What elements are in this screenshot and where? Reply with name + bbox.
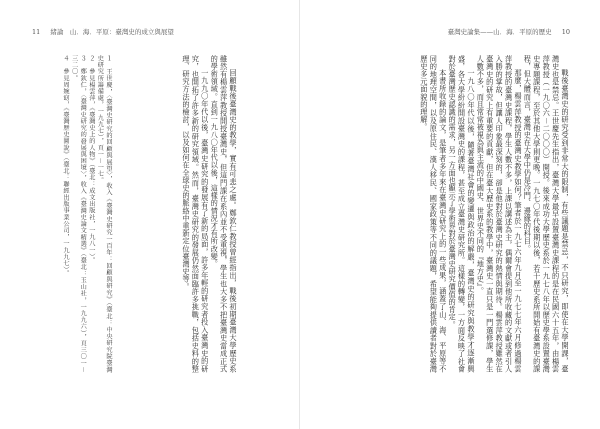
left-page-footnotes (34, 55, 112, 373)
footnote: ３ 鄭欽仁，〈臺灣史研究的發展與困境〉，收入《臺灣史論文精選》（臺北：玉山社，一九九六），頁三〇一－三二〇。 (70, 55, 87, 373)
left-page-header (32, 27, 174, 36)
left-page-number: 11 (32, 28, 41, 36)
right-page-number: 10 (561, 28, 570, 36)
body-paragraph: 本書所收錄的論文，是筆者多年來在臺灣史研究上的一些成果，涵蓋了山、海、平原等不同的地理空間，以及原住民、漢人移民、國家政策等不同的議題，希望能夠提供讀者對於臺灣歷史多元面貌的理解。 (419, 55, 448, 373)
footnote: ４ 參見周婉窈，《臺灣歷史圖說》（臺北：聯經出版事業公司，一九九七）。 (62, 55, 70, 277)
body-paragraph: 戰後臺灣史的研究受到非常大的限制，有些議題是禁忌，不只研究，即使在大學開課，臺灣史也是禁忌。王世慶先生指出，臺灣大學最早設置臺灣史課程的是在民國六十五年，由楊雲萍教授（一九〇六－二〇〇〇）開授。後來成功大學歷史系於一九七八年以歷史學系設置臺灣史專題課程，至於其他大學則更晚。一九七〇年代後期以後，若干歷史系所開始有臺灣史的課程，但大體而言，臺灣史在大學中仍是冷門、邊緣的科目。 (523, 55, 570, 373)
footnote: ２ 參見楊雲萍，《臺灣史上的人物》（臺北：成文出版社，一九八一）。 (87, 55, 95, 264)
right-page-body (314, 55, 570, 373)
right-running-title: 臺灣史論集——山．海．平原的歷史 (447, 28, 552, 36)
page-gutter (299, 0, 300, 429)
footnote: １ 王世慶，〈臺灣史研究的回顧與展望〉，收入《臺灣史研究一百年：回顧與研究》（臺北：中央研究院臺灣史研究所籌備處，一九九七），頁一－一七。 (96, 55, 112, 373)
body-paragraph: 那麼，楊雲萍教授的臺灣史教學如何？筆者於一九七六年九月至一九七七年六月修過楊雲萍教授的臺灣史課程，學生人數不多，上課以講述為主，偶爾會提到他所收藏的文獻或者引人入勝的掌故，但讓人印象最深刻的，卻是他對於臺灣史研究的熱情與期待。楊雲萍教授雖然在臺灣史的研究上有重要的貢獻，但在臺大歷史系的教學中，臺灣史一直只是一門選修課，學生人數不多，而且常常被視為與主流的中國史、世界史不同的『地方史』。 (476, 55, 523, 373)
left-page-body (110, 55, 238, 373)
left-running-title: 緒論 山．海．平原：臺灣史的成立與展望 (50, 28, 174, 36)
body-paragraph: 一九九〇年代以後，臺灣史研究的發展有了新的局面，許多年輕的研究者投入臺灣史的研究，也開拓了許多新的研究領域。然而，臺灣史研究的發展仍然面臨許多挑戰，包括史料的整理、研究方法的檢討，以及如何在全球史的脈絡中重新定位臺灣史等。 (181, 55, 210, 373)
body-paragraph: 回顧戰後臺灣史的教學，實有可悲之處。鄭欽仁教授曾經指出，戰後初期臺灣大學歷史系雖然有楊雲萍教授開授臺灣史，但這門課在系內並不受重視，學生也大多不把臺灣史當成正式的學術領域。直到一九八〇年代以後，這樣的情況才有所改變。 (210, 55, 238, 373)
right-page-header (448, 27, 570, 36)
body-paragraph: 一九八〇年代以後，隨著臺灣社會的變遷與政治的解嚴，臺灣史的研究與教學才逐漸興盛，各大學紛紛開設臺灣史的課程，甚至成立臺灣史研究所。這樣的轉變，一方面反映了社會對於臺灣歷史認識的需求，另一方面也顯示了學術界對於臺灣史研究價值的肯定。 (448, 55, 476, 373)
